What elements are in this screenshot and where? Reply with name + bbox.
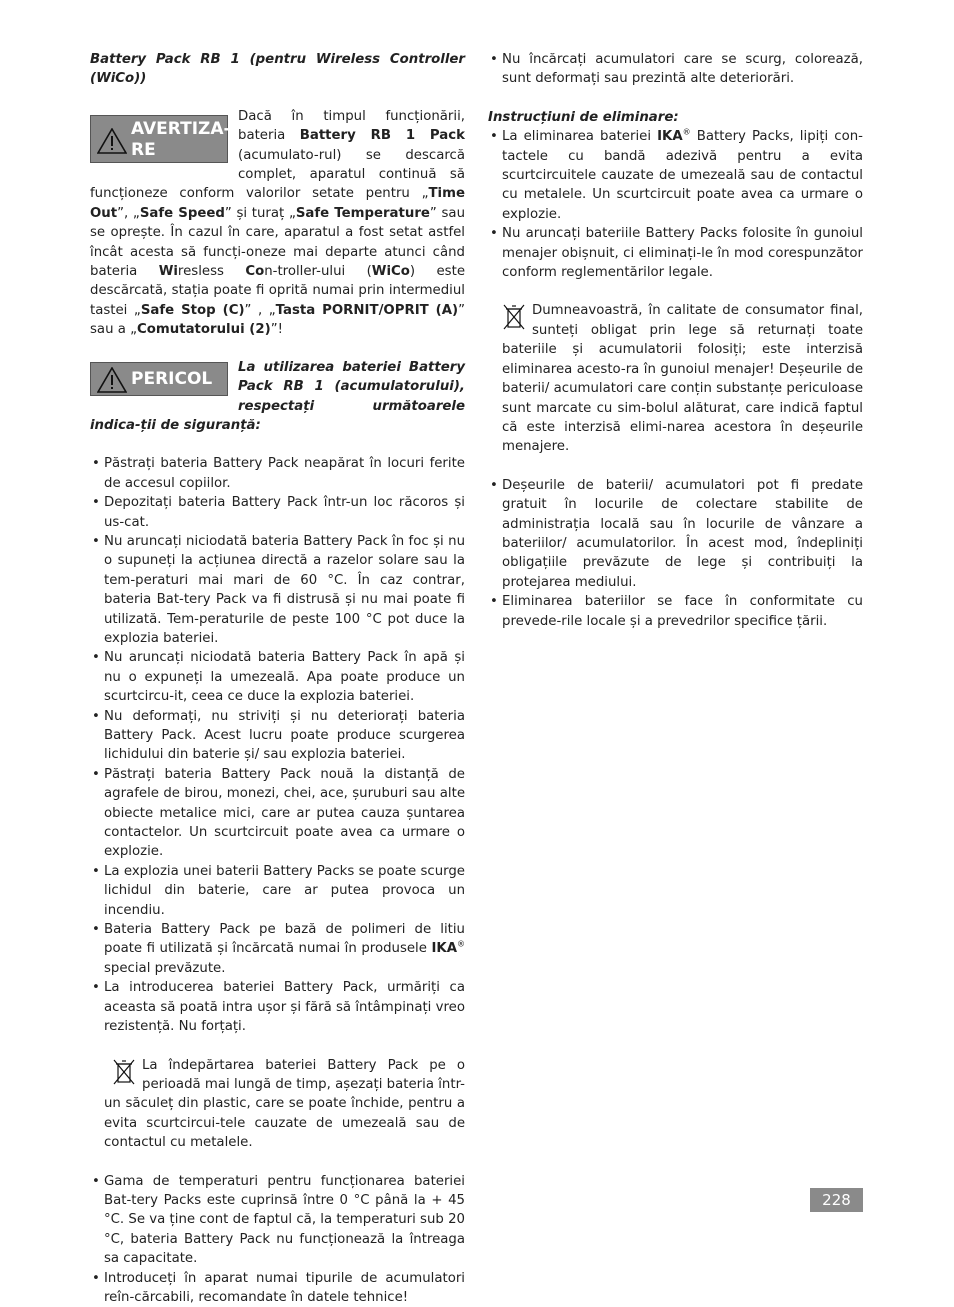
- list-item: • Introduceți în aparat numai tipurile de acumulatori reîn-cărcabili, recomandate în datele tehnice!: [90, 1269, 465, 1307]
- list-item: • La explozia unei baterii Battery Packs se poate scurge lichidul din baterie, care ar putea provoca un incendiu.: [90, 862, 465, 920]
- danger-label: PERICOL: [131, 368, 213, 389]
- warning-triangle-icon: [97, 128, 127, 160]
- left-column: [90, 50, 465, 1307]
- warning-label-box: [90, 115, 231, 163]
- safety-list: [90, 454, 465, 1036]
- crossed-bin-icon: [112, 1058, 138, 1088]
- list-item: • La introducerea bateriei Battery Pack, urmăriți ca aceasta să poată intra ușor și fără să întâmpinați vreo rezistență. Nu forțați.: [90, 978, 465, 1036]
- list-item: • Nu încărcați acumulatori care se scurg, colorează, sunt deformați sau prezintă alte deteriorări.: [488, 50, 863, 89]
- warning-text: Dacă în timpul funcționării, bateria Battery RB 1 Pack (acumulato-rul) se descarcă complet, aparatul continuă să funcționeze conform valorilor setate pentru „Time Out”, „Safe Speed” și turaț „Safe Temperature” sau se oprește. În cazul în care, aparatul a fost setat astfel încât acesta să funcți-oneze mai departe atunci când bateria Wiresless Con-troller-ului (WiCo) este descărcată, stația poate fi oprită numai prin intermediul tastei „Safe Stop (C)” , „Tasta PORNIT/OPRIT (A)” sau a „Comutatorului (2)”!: [90, 108, 465, 338]
- right-column: [488, 50, 863, 631]
- page-number: 228: [810, 1188, 863, 1212]
- list-item: • Depozitați bateria Battery Pack într-un loc răcoros și us-cat.: [90, 493, 465, 532]
- disposal-heading: Instrucțiuni de eliminare:: [488, 109, 679, 125]
- warning-label: AVERTIZA- RE: [131, 118, 231, 160]
- danger-label-box: [90, 362, 228, 396]
- section-heading: Battery Pack RB 1 (pentru Wireless Controller (WiCo)): [90, 52, 465, 87]
- list-item: • Gama de temperaturi pentru funcționarea bateriei Bat-tery Packs este cuprinsă între 0 °C până la + 45 °C. Se va ține cont de faptul că, la temperaturi sub 20 °C, bateria Battery Pack nu funcționează la întreaga sa capacitate.: [90, 1172, 465, 1269]
- bin-note: [488, 301, 863, 456]
- list-item: • Păstrați bateria Battery Pack neapărat în locuri ferite de accesul copiilor.: [90, 454, 465, 493]
- crossed-bin-icon: [502, 303, 528, 333]
- list-item: • Nu aruncați niciodată bateria Battery Pack în foc și nu o supuneți la acțiunea directă a razelor solare sau la tem-peraturi mai mari de 60 °C. În caz contrar, bateria Bat-tery Pack va fi distrusă și nu mai poate fi utilizată. Tem-peraturile de peste 100 °C pot duce la explozia bateriei.: [90, 532, 465, 648]
- list-item: • Nu deformați, nu striviți și nu deteriorați bateria Battery Pack. Acest lucru poate produce scurgerea lichidului din baterie și/ sau explozia bateriei.: [90, 707, 465, 765]
- list-item: • Eliminarea bateriilor se face în conformitate cu prevede-rile locale și a prevedrilor specifice țării.: [488, 592, 863, 631]
- list-item: • Deșeurile de baterii/ acumulatori pot fi predate gratuit în locurile de colectare stabilite de administrația locală sau în locurile de vânzare a bateriilor/ acumulatorilor. În acest mod, îndepliniți obligațiile prevăzute de lege și contribuiți la protejarea mediului.: [488, 476, 863, 592]
- warning-block: [90, 107, 465, 340]
- storage-note: [90, 1056, 465, 1153]
- bin-note-text: Dumneavoastră, în calitate de consumator final, sunteți obligat prin lege să returnați toate bateriile și acumulatorii folosiți; este interzisă eliminarea acesto-ra în gunoiul menajer! Deșeurile de baterii/ acumulatori care conțin substanțe periculoase sunt marcate cu sim-bolul alăturat, care indică faptul că este interzisă elimi-narea acestora în deșeurile menajere.: [502, 303, 863, 455]
- final-list: [488, 476, 863, 631]
- list-item: • Păstrați bateria Battery Pack nouă la distanță de agrafele de birou, monezi, chei, ace, șuruburi sau alte obiecte metalice mici, care ar putea cauza șuntarea contactelor. Un scurtcircuit poate avea ca urmare o explozie.: [90, 765, 465, 862]
- danger-block: [90, 358, 465, 436]
- list-item: • La eliminarea bateriei IKA® Battery Packs, lipiți con-tactele cu bandă adezivă pentru a evita scurtcircuitele cauzate de umezeală sau de contactul cu metalele. Un scurtcircuit poate avea ca urmare o explozie.: [488, 127, 863, 224]
- list-item: • Nu aruncați niciodată bateria Battery Pack în apă și nu o expuneți la umezeală. Apa poate produce un scurtcircu-it, ceea ce duce la explozia bateriei.: [90, 648, 465, 706]
- disposal-list: [488, 127, 863, 282]
- charging-list: [488, 50, 863, 89]
- danger-text: La utilizarea bateriei Battery Pack RB 1 (acumulatorului), respectați următoarele indica-ții de siguranță:: [90, 359, 465, 433]
- temperature-list: [90, 1172, 465, 1307]
- storage-note-text: La îndepărtarea bateriei Battery Pack pe o perioadă mai lungă de timp, așezați bateria într-un săculeț din plastic, care se poate închide, pentru a evita scurtcircui-tele cauzate de umezeală sau de contactul cu metalele.: [104, 1057, 465, 1151]
- warning-triangle-icon: [97, 367, 127, 399]
- list-item: • Nu aruncați bateriile Battery Packs folosite în gunoiul menajer obișnuit, ci eliminați-le în mod corespunzător conform reglementărilor legale.: [488, 224, 863, 282]
- list-item: • Bateria Battery Pack pe bază de polimeri de litiu poate fi utilizată și încărcată numai în produsele IKA® special prevăzute.: [90, 920, 465, 978]
